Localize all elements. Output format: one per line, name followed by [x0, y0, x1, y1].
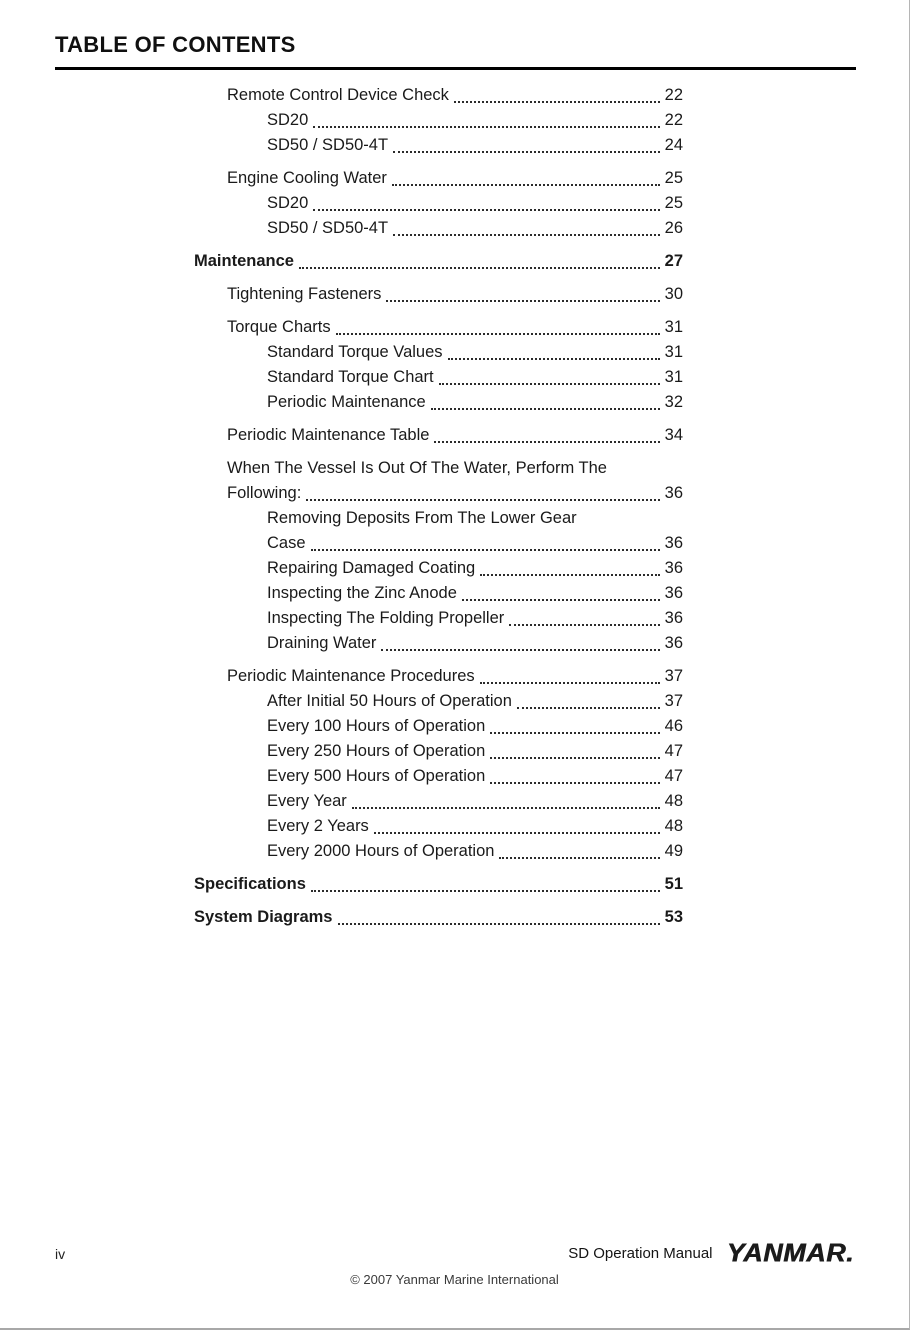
toc-entry-page: 46 [664, 717, 683, 735]
toc-entry [194, 133, 683, 158]
toc-leader [393, 234, 660, 236]
toc-entry [194, 166, 683, 191]
toc-entry-page: 36 [664, 484, 683, 502]
toc-leader [439, 383, 660, 385]
toc-entry-page: 49 [664, 842, 683, 860]
toc-entry-page: 51 [664, 875, 683, 893]
toc-entry [194, 282, 683, 307]
toc-leader [480, 682, 660, 684]
toc-entry-page: 53 [664, 908, 683, 926]
footer-copyright: © 2007 Yanmar Marine International [350, 1272, 559, 1287]
toc-entry-label: Draining Water [267, 634, 377, 652]
toc-entry-label: Inspecting The Folding Propeller [267, 609, 505, 627]
toc-entry [194, 664, 683, 689]
toc-entry-label: Torque Charts [227, 318, 331, 336]
toc-entry-page: 36 [664, 584, 683, 602]
yanmar-logo: YANMAR. [726, 1238, 854, 1268]
toc-entry-page: 22 [664, 111, 683, 129]
toc-entry-page: 30 [664, 285, 683, 303]
page-header [55, 32, 856, 70]
toc-entry-label: Repairing Damaged Coating [267, 559, 476, 577]
page-title: TABLE OF CONTENTS [55, 32, 296, 57]
toc-leader [462, 599, 660, 601]
toc-entry-label: Engine Cooling Water [227, 169, 387, 187]
toc-entry [194, 905, 683, 930]
toc-entry [194, 631, 683, 656]
toc-group [194, 905, 683, 930]
toc-entry-label: Standard Torque Values [267, 343, 443, 361]
toc-entry-label: Every 2 Years [267, 817, 369, 835]
toc-entry-label: Tightening Fasteners [227, 285, 382, 303]
toc-entry [194, 872, 683, 897]
toc-entry-page: 48 [664, 792, 683, 810]
toc-leader [490, 782, 659, 784]
footer-right [568, 1238, 854, 1269]
toc-leader [386, 300, 659, 302]
toc-entry-page: 27 [664, 252, 683, 270]
toc-entry [194, 789, 683, 814]
toc-entry [194, 83, 683, 108]
toc-entry-page: 24 [664, 136, 683, 154]
toc-entry-label: Every Year [267, 792, 347, 810]
toc-entry-label: System Diagrams [194, 908, 333, 926]
toc-entry [194, 249, 683, 274]
toc-entry-page: 26 [664, 219, 683, 237]
toc-leader [381, 649, 659, 651]
footer-page-number: iv [55, 1245, 66, 1262]
toc-entry [194, 315, 683, 340]
toc-entry-label: After Initial 50 Hours of Operation [267, 692, 512, 710]
toc-entry-page: 36 [664, 534, 683, 552]
toc-entry-page: 31 [664, 368, 683, 386]
toc-entry [194, 191, 683, 216]
toc-entry-label: Every 2000 Hours of Operation [267, 842, 495, 860]
toc-leader [509, 624, 659, 626]
toc-group [194, 872, 683, 897]
toc-entry-page: 47 [664, 767, 683, 785]
toc-leader [313, 209, 659, 211]
toc-entry-label: When The Vessel Is Out Of The Water, Perform The [227, 459, 607, 477]
toc-leader [499, 857, 659, 859]
toc-entry [194, 481, 683, 506]
toc-entry-page: 25 [664, 169, 683, 187]
toc-group [194, 83, 683, 158]
toc-leader [517, 707, 660, 709]
toc-entry-label: Removing Deposits From The Lower Gear [267, 509, 577, 527]
toc-entry-label: SD20 [267, 111, 309, 129]
toc-entry [194, 390, 683, 415]
toc-leader [336, 333, 660, 335]
toc-entry-page: 34 [664, 426, 683, 444]
toc-group [194, 664, 683, 864]
toc-entry [194, 689, 683, 714]
toc-leader [434, 441, 659, 443]
toc-entry-label: Maintenance [194, 252, 294, 270]
toc-entry [194, 581, 683, 606]
toc-entry-label: SD50 / SD50-4T [267, 136, 389, 154]
toc-leader [306, 499, 659, 501]
toc-leader [299, 267, 660, 269]
toc-entry-page: 36 [664, 634, 683, 652]
toc-leader [311, 890, 660, 892]
toc-entry-label: SD50 / SD50-4T [267, 219, 389, 237]
toc-entry-label: Every 100 Hours of Operation [267, 717, 486, 735]
toc-group [194, 282, 683, 307]
toc-entry [194, 456, 683, 481]
toc-leader [480, 574, 659, 576]
toc-leader [392, 184, 660, 186]
toc-entry [194, 365, 683, 390]
toc-entry [194, 216, 683, 241]
toc-entry [194, 839, 683, 864]
toc-entry-label: Case [267, 534, 306, 552]
toc-entry-page: 37 [664, 667, 683, 685]
toc-group [194, 249, 683, 274]
toc-entry-label: Every 500 Hours of Operation [267, 767, 486, 785]
toc-entry-label: Following: [227, 484, 302, 502]
toc-leader [490, 732, 659, 734]
toc-leader [393, 151, 660, 153]
footer [55, 1238, 854, 1269]
toc-entry-page: 22 [664, 86, 683, 104]
toc-entry-page: 25 [664, 194, 683, 212]
toc-entry [194, 814, 683, 839]
toc-entry [194, 739, 683, 764]
toc-entry-label: Standard Torque Chart [267, 368, 434, 386]
toc-entry-page: 31 [664, 343, 683, 361]
toc-entry-page: 32 [664, 393, 683, 411]
toc-entry [194, 531, 683, 556]
toc-entry-page: 36 [664, 609, 683, 627]
toc-group [194, 423, 683, 448]
toc-entry-page: 48 [664, 817, 683, 835]
toc-entry-label: SD20 [267, 194, 309, 212]
toc-entry [194, 764, 683, 789]
toc-leader [454, 101, 660, 103]
toc-leader [448, 358, 660, 360]
toc-leader [313, 126, 659, 128]
toc-entry-page: 47 [664, 742, 683, 760]
toc-group [194, 166, 683, 241]
toc-entry-page: 37 [664, 692, 683, 710]
toc-entry-label: Specifications [194, 875, 306, 893]
toc-entry-label: Every 250 Hours of Operation [267, 742, 486, 760]
toc-entry [194, 340, 683, 365]
toc-leader [431, 408, 660, 410]
toc-entry-label: Remote Control Device Check [227, 86, 449, 104]
toc-group [194, 456, 683, 656]
toc-leader [338, 923, 660, 925]
toc-entry-page: 36 [664, 559, 683, 577]
footer-manual-name: SD Operation Manual [568, 1245, 713, 1262]
toc-entry-label: Periodic Maintenance [267, 393, 426, 411]
toc-leader [352, 807, 660, 809]
toc-entry-label: Periodic Maintenance Procedures [227, 667, 475, 685]
toc-entry [194, 108, 683, 133]
toc-entry-label: Inspecting the Zinc Anode [267, 584, 457, 602]
toc-entry [194, 556, 683, 581]
toc-leader [490, 757, 659, 759]
toc-entry [194, 606, 683, 631]
toc-leader [311, 549, 660, 551]
toc-entry [194, 506, 683, 531]
toc-entry-label: Periodic Maintenance Table [227, 426, 430, 444]
toc-leader [374, 832, 660, 834]
toc-entry [194, 423, 683, 448]
toc-list [194, 83, 683, 938]
toc-group [194, 315, 683, 415]
toc-entry-page: 31 [664, 318, 683, 336]
toc-entry [194, 714, 683, 739]
